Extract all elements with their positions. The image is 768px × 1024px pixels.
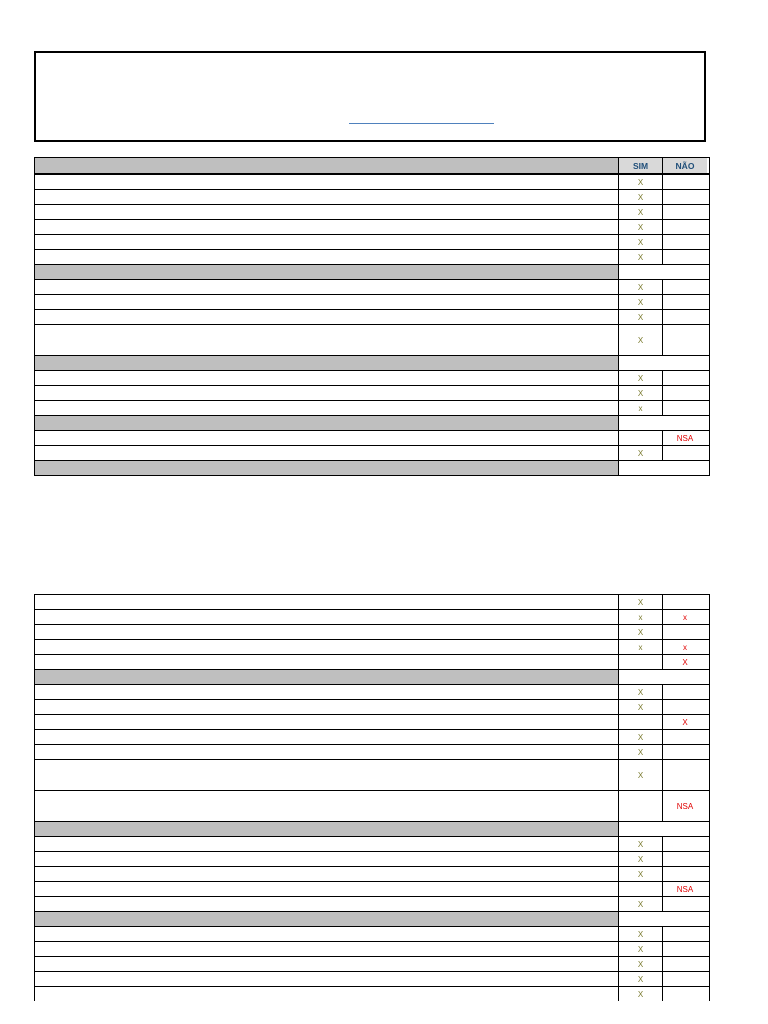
header-description-cell [35, 158, 619, 173]
item-description-cell [35, 882, 619, 896]
sim-cell: X [619, 190, 663, 204]
nao-cell [663, 852, 707, 866]
table-2-body [35, 594, 709, 1001]
table-row [35, 986, 709, 1001]
item-description-cell [35, 655, 619, 669]
item-description-cell [35, 401, 619, 415]
section-title-cell [35, 912, 619, 926]
item-description-cell [35, 175, 619, 189]
nao-cell [663, 972, 707, 986]
item-description-cell [35, 446, 619, 460]
section-row [35, 911, 709, 926]
item-description-cell [35, 791, 619, 821]
sim-cell: X [619, 837, 663, 851]
section-row [35, 355, 709, 370]
sim-cell: X [619, 250, 663, 264]
header-sim: SIM [619, 158, 663, 173]
table-row [35, 309, 709, 324]
checklist-table-2 [34, 594, 710, 1001]
nao-cell [663, 386, 707, 400]
sim-cell [619, 715, 663, 729]
nao-cell [663, 220, 707, 234]
nao-cell [663, 670, 707, 684]
sim-cell: X [619, 280, 663, 294]
sim-cell [619, 431, 663, 445]
document-header-box [34, 51, 706, 142]
nao-cell [663, 325, 707, 355]
checklist-table-1 [34, 157, 710, 476]
sim-cell: X [619, 987, 663, 1001]
item-description-cell [35, 205, 619, 219]
nao-cell [663, 927, 707, 941]
table-row [35, 370, 709, 385]
item-description-cell [35, 897, 619, 911]
nao-cell: x [683, 612, 687, 622]
table-row [35, 956, 709, 971]
sim-cell [619, 655, 663, 669]
table-row [35, 324, 709, 355]
nao-cell [663, 897, 707, 911]
item-description-cell [35, 715, 619, 729]
table-row [35, 790, 709, 821]
section-title-cell [35, 356, 619, 370]
sim-cell: X [619, 700, 663, 714]
section-row [35, 460, 709, 475]
section-row [35, 669, 709, 684]
nao-cell [663, 416, 707, 430]
nao-cell [663, 760, 707, 790]
nao-cell [663, 685, 707, 699]
sim-cell [619, 416, 663, 430]
nao-cell: NSA [676, 884, 694, 894]
nao-cell [663, 280, 707, 294]
table-row [35, 204, 709, 219]
sim-cell [619, 265, 663, 279]
item-description-cell [35, 595, 619, 609]
sim-cell: X [619, 745, 663, 759]
nao-cell [663, 250, 707, 264]
sim-cell [619, 356, 663, 370]
sim-cell: X [619, 175, 663, 189]
item-description-cell [35, 386, 619, 400]
table-row [35, 851, 709, 866]
header-link-underline[interactable] [349, 123, 494, 124]
item-description-cell [35, 745, 619, 759]
nao-cell [663, 957, 707, 971]
table-row [35, 744, 709, 759]
sim-cell [619, 791, 663, 821]
table-row [35, 639, 709, 654]
table-row [35, 189, 709, 204]
sim-cell: X [619, 295, 663, 309]
section-row [35, 264, 709, 279]
nao-cell [663, 310, 707, 324]
item-description-cell [35, 700, 619, 714]
nao-cell: NSA [676, 801, 694, 811]
sim-cell: X [619, 942, 663, 956]
sim-cell: X [619, 972, 663, 986]
table-row [35, 896, 709, 911]
nao-cell [663, 401, 707, 415]
section-row [35, 821, 709, 836]
header-nao: NÃO [663, 158, 707, 173]
section-title-cell [35, 265, 619, 279]
item-description-cell [35, 837, 619, 851]
nao-cell [663, 190, 707, 204]
sim-cell: X [619, 446, 663, 460]
table-row [35, 279, 709, 294]
nao-cell [663, 822, 707, 836]
table-row [35, 836, 709, 851]
table-1-body [35, 174, 709, 475]
item-description-cell [35, 927, 619, 941]
item-description-cell [35, 250, 619, 264]
table-row [35, 430, 709, 445]
sim-cell [619, 670, 663, 684]
table-row [35, 609, 709, 624]
sim-cell: X [619, 310, 663, 324]
section-row [35, 415, 709, 430]
nao-cell [663, 371, 707, 385]
table-row [35, 174, 709, 189]
item-description-cell [35, 431, 619, 445]
nao-cell [663, 295, 707, 309]
nao-cell [663, 625, 707, 639]
sim-cell: X [619, 371, 663, 385]
nao-cell [663, 461, 707, 475]
sim-cell: X [619, 595, 663, 609]
item-description-cell [35, 310, 619, 324]
table-row [35, 941, 709, 956]
nao-cell: x [683, 642, 687, 652]
item-description-cell [35, 957, 619, 971]
section-title-cell [35, 822, 619, 836]
item-description-cell [35, 325, 619, 355]
sim-cell: X [619, 325, 663, 355]
table-row [35, 684, 709, 699]
section-title-cell [35, 670, 619, 684]
section-title-cell [35, 461, 619, 475]
nao-cell: X [682, 717, 688, 727]
item-description-cell [35, 235, 619, 249]
table-row [35, 249, 709, 264]
nao-cell [663, 235, 707, 249]
sim-cell: X [619, 867, 663, 881]
table-row [35, 926, 709, 941]
sim-cell: X [619, 760, 663, 790]
item-description-cell [35, 987, 619, 1001]
nao-cell [663, 446, 707, 460]
sim-cell: X [619, 220, 663, 234]
nao-cell [663, 867, 707, 881]
sim-cell: X [619, 625, 663, 639]
table-row [35, 294, 709, 309]
nao-cell [663, 356, 707, 370]
sim-cell [619, 882, 663, 896]
item-description-cell [35, 371, 619, 385]
item-description-cell [35, 972, 619, 986]
table-row [35, 881, 709, 896]
nao-cell [663, 745, 707, 759]
item-description-cell [35, 295, 619, 309]
sim-cell: X [619, 685, 663, 699]
sim-cell [619, 912, 663, 926]
sim-cell: x [619, 640, 663, 654]
sim-cell: X [619, 897, 663, 911]
nao-cell: X [682, 657, 688, 667]
sim-cell: X [619, 957, 663, 971]
nao-cell: NSA [676, 433, 694, 443]
section-title-cell [35, 416, 619, 430]
item-description-cell [35, 942, 619, 956]
sim-cell: X [619, 235, 663, 249]
table-row [35, 971, 709, 986]
sim-cell: x [619, 401, 663, 415]
item-description-cell [35, 640, 619, 654]
sim-cell: X [619, 205, 663, 219]
table-row [35, 866, 709, 881]
sim-cell [619, 822, 663, 836]
table-row [35, 234, 709, 249]
table-row [35, 594, 709, 609]
nao-cell [663, 175, 707, 189]
item-description-cell [35, 730, 619, 744]
item-description-cell [35, 685, 619, 699]
sim-cell: x [619, 610, 663, 624]
nao-cell [663, 987, 707, 1001]
nao-cell [663, 837, 707, 851]
nao-cell [663, 912, 707, 926]
nao-cell [663, 730, 707, 744]
table-row [35, 759, 709, 790]
item-description-cell [35, 610, 619, 624]
sim-cell: X [619, 730, 663, 744]
nao-cell [663, 205, 707, 219]
table-row [35, 714, 709, 729]
nao-cell [663, 942, 707, 956]
table-row [35, 445, 709, 460]
table-row [35, 385, 709, 400]
nao-cell [663, 265, 707, 279]
table-header-row [35, 157, 709, 174]
sim-cell: X [619, 852, 663, 866]
item-description-cell [35, 852, 619, 866]
table-row [35, 219, 709, 234]
table-row [35, 654, 709, 669]
item-description-cell [35, 760, 619, 790]
item-description-cell [35, 625, 619, 639]
nao-cell [663, 595, 707, 609]
item-description-cell [35, 220, 619, 234]
item-description-cell [35, 280, 619, 294]
table-row [35, 729, 709, 744]
table-row [35, 624, 709, 639]
table-row [35, 699, 709, 714]
table-row [35, 400, 709, 415]
sim-cell: X [619, 927, 663, 941]
item-description-cell [35, 867, 619, 881]
sim-cell: X [619, 386, 663, 400]
sim-cell [619, 461, 663, 475]
nao-cell [663, 700, 707, 714]
item-description-cell [35, 190, 619, 204]
